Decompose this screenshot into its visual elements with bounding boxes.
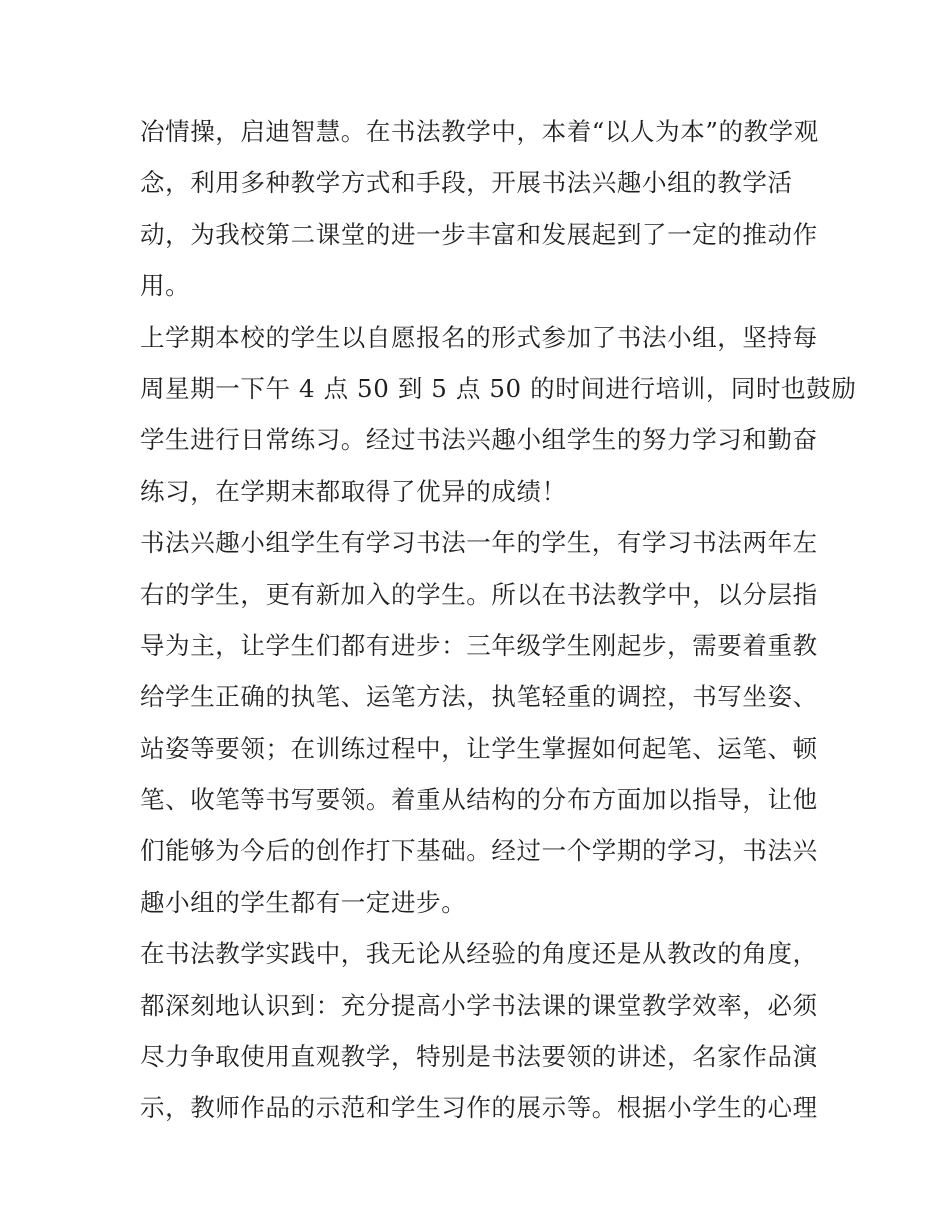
text-line: 尽力争取使用直观教学，特别是书法要领的讲述，名家作品演 <box>140 1042 818 1072</box>
body-text <box>140 106 857 1134</box>
text-line: 用。 <box>140 271 191 301</box>
text-line: 书法兴趣小组学生有学习书法一年的学生，有学习书法两年左 <box>140 528 818 558</box>
text-line: 上学期本校的学生以自愿报名的形式参加了书法小组，坚持每 <box>140 322 818 352</box>
text-line: 练习，在学期末都取得了优异的成绩！ <box>140 476 567 506</box>
text-line: 冶情操，启迪智慧。在书法教学中，本着“以人为本”的教学观 <box>140 117 819 146</box>
text-line: 笔、收笔等书写要领。着重从结构的分布方面加以指导，让他 <box>140 785 818 815</box>
text-line: 给学生正确的执笔、运笔方法，执笔轻重的调控，书写坐姿、 <box>140 682 818 712</box>
text-line: 示，教师作品的示范和学生习作的展示等。根据小学生的心理 <box>140 1093 818 1123</box>
text-line: 周星期一下午 4 点 50 到 5 点 50 的时间进行培训，同时也鼓励 <box>140 373 857 403</box>
text-line: 学生进行日常练习。经过书法兴趣小组学生的努力学习和勤奋 <box>140 425 818 455</box>
text-line: 导为主，让学生们都有进步：三年级学生刚起步，需要着重教 <box>140 630 818 660</box>
text-line: 右的学生，更有新加入的学生。所以在书法教学中，以分层指 <box>140 579 818 609</box>
text-line: 都深刻地认识到：充分提高小学书法课的课堂教学效率，必须 <box>140 990 818 1020</box>
text-line: 念，利用多种教学方式和手段，开展书法兴趣小组的教学活 <box>140 168 793 198</box>
text-line: 站姿等要领；在训练过程中，让学生掌握如何起笔、运笔、顿 <box>140 733 818 763</box>
text-line: 在书法教学实践中，我无论从经验的角度还是从教改的角度， <box>140 939 818 969</box>
text-line: 们能够为今后的创作打下基础。经过一个学期的学习，书法兴 <box>140 836 818 866</box>
text-line: 趣小组的学生都有一定进步。 <box>140 887 467 917</box>
text-line: 动，为我校第二课堂的进一步丰富和发展起到了一定的推动作 <box>140 219 818 249</box>
